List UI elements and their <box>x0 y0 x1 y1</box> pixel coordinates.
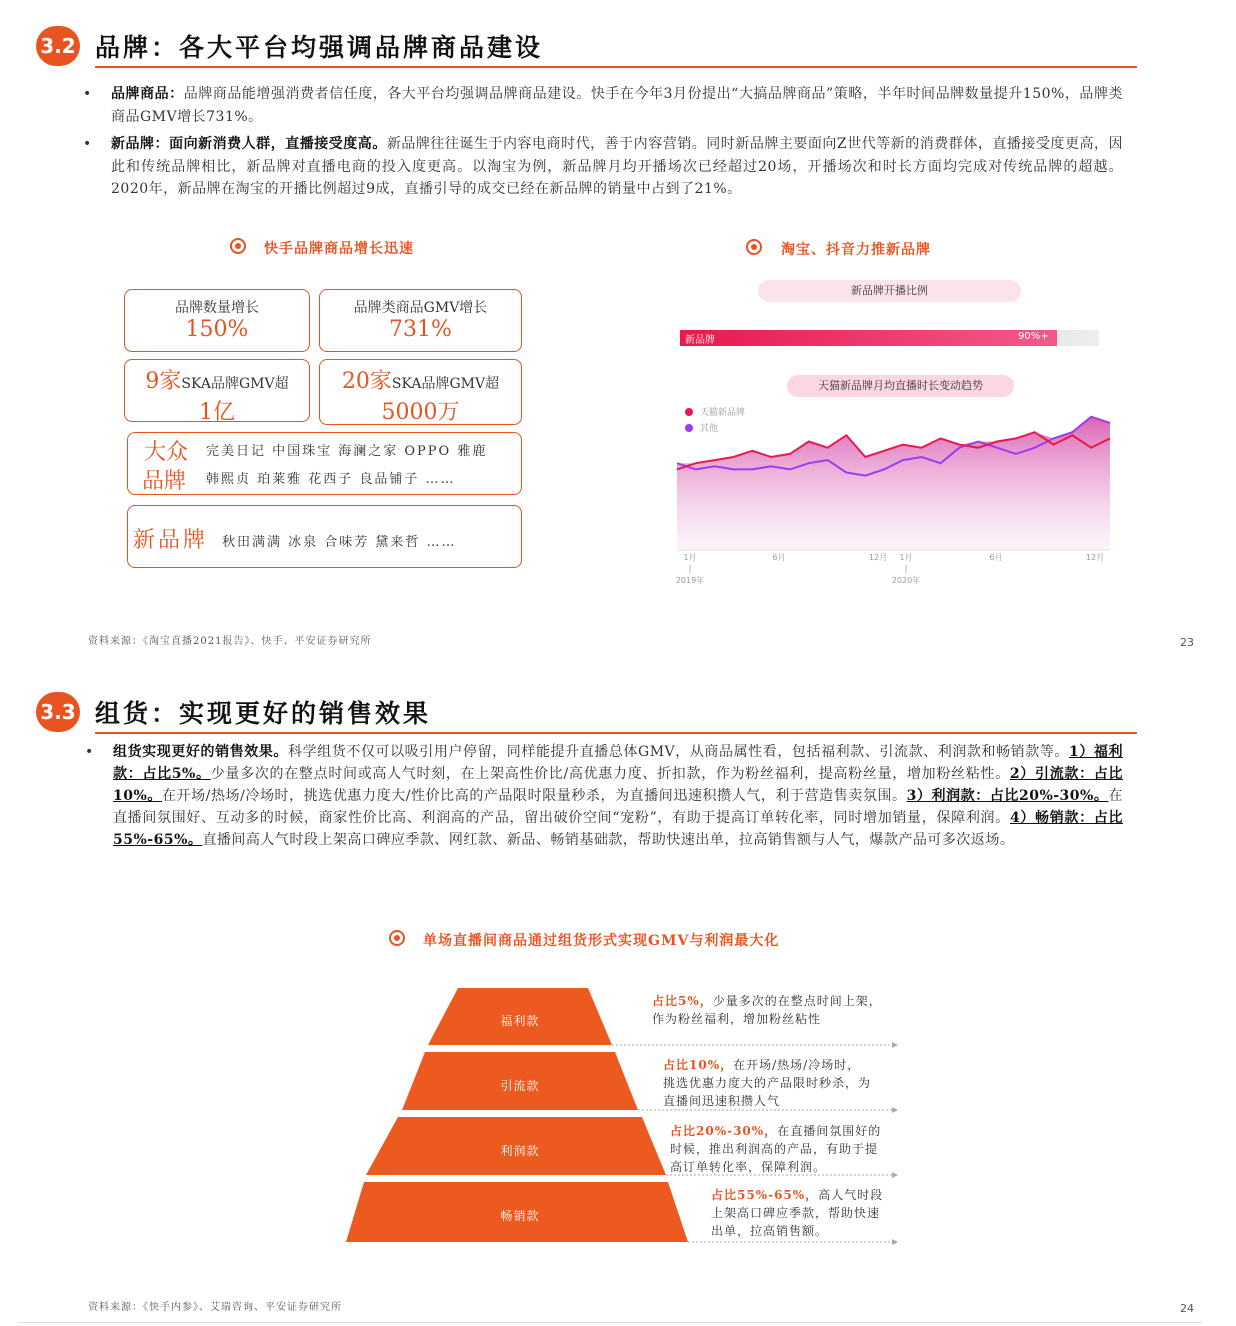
pyramid-note-2 <box>663 1056 873 1110</box>
title-divider <box>95 732 1137 734</box>
para-text: 在开场/热场/冷场时，挑选优惠力度大/性价比高的产品限时限量秒杀，为直播间迅速积攒人气，利于营造售卖氛围。 <box>161 788 907 804</box>
stat-count: 9家 <box>145 369 182 394</box>
arrow-right-icon <box>892 1042 898 1048</box>
bullet-dot-icon: • <box>83 136 92 152</box>
note-text: 少量多次的在整点时间上架，作为粉丝福利，增加粉丝粘性 <box>652 994 882 1026</box>
pyramid-note-3 <box>670 1122 886 1176</box>
para-text: 在直播间氛围好、互动多的时候，商家性价比高、利润高的产品，留出破价空间“宠粉”，有助于提高订单转化率，同时增加销量，保障利润。 <box>113 788 1123 826</box>
target-icon <box>746 239 762 255</box>
stat-box-ska-1yi <box>124 359 310 425</box>
stat-label-row <box>125 364 309 395</box>
note-text: 高人气时段上架高口碑应季款，帮助快速出单，拉高销售额。 <box>711 1188 884 1238</box>
x-tick-label: 6月 <box>772 553 786 562</box>
trend-area-chart <box>670 395 1120 595</box>
mass-brands-row-1: 完美日记 中国珠宝 海澜之家 OPPO 雅鹿 <box>206 444 488 459</box>
target-icon <box>230 238 246 254</box>
ratio-bar-value: 90%+ <box>1018 331 1049 342</box>
para-text: 科学组货不仅可以吸引用户停留，同样能提升直播总体GMV，从商品属性看，包括福利款、引流款、利润款和畅销款等。 <box>288 744 1069 760</box>
stat-box-brand-count <box>124 289 310 352</box>
mass-brands-box <box>127 432 522 495</box>
source-note: 资料来源：《淘宝直播2021报告》、快手、平安证券研究所 <box>88 636 372 647</box>
trend-area-fill <box>677 417 1110 550</box>
new-brands-box <box>127 505 522 568</box>
arrow-right-icon <box>892 1107 898 1113</box>
para-lead: 组货实现更好的销售效果。 <box>113 744 289 760</box>
arrow-right-icon <box>892 1172 898 1178</box>
bullet-lead: 新品牌：面向新消费人群，直播接受度高。 <box>111 136 387 152</box>
bullet-assortment <box>85 741 1123 851</box>
para-highlight: 1）福利款：占比5%。 <box>113 744 1123 782</box>
x-tick-label: 12月 <box>1085 553 1105 562</box>
new-brands-row: 秋田满满 冰泉 合味芳 黛来哲 …… <box>222 535 457 550</box>
pyramid-label-1: 福利款 <box>500 1014 540 1028</box>
source-note: 资料来源：《快手内参》、艾瑞咨询、平安证券研究所 <box>88 1302 342 1313</box>
ratio-bar-label: 新品牌 <box>685 335 715 346</box>
left-chart-title: 快手品牌商品增长迅速 <box>264 241 414 257</box>
x-tick-label: 6月 <box>989 553 1003 562</box>
x-tick-label: 12月 <box>868 553 888 562</box>
bottom-divider <box>18 1322 1202 1323</box>
stat-label: 品牌数量增长 <box>175 300 259 316</box>
pyramid-label-3: 利润款 <box>500 1144 540 1158</box>
ratio-bar-track <box>680 330 1099 346</box>
new-brands-label: 新品牌 <box>133 528 209 553</box>
bullet-brand-goods <box>83 83 1123 128</box>
section-badge: 3.3 <box>36 692 80 732</box>
target-icon <box>389 930 405 946</box>
right-chart-title: 淘宝、抖音力推新品牌 <box>781 242 931 258</box>
legend-label-other: 其他 <box>700 424 719 434</box>
section-badge: 3.2 <box>36 26 80 66</box>
note-text: 在开场/热场/冷场时，挑选优惠力度大的产品限时秒杀，为直播间迅速积攒人气 <box>663 1058 872 1108</box>
mass-brands-label-bottom: 品牌 <box>142 469 187 494</box>
trend-pill: 天猫新品牌月均直播时长变动趋势 <box>787 375 1014 397</box>
stat-value: 1亿 <box>199 400 235 425</box>
mass-brands-row-2: 韩熙贞 珀莱雅 花西子 良品铺子 …… <box>206 472 456 487</box>
x-tick-label: 1月 <box>899 553 913 562</box>
ratio-bar-fill <box>680 330 1057 346</box>
note-share: 占比20%-30%， <box>670 1124 778 1138</box>
note-text: 在直播间氛围好的时候，推出利润高的产品，有助于提高订单转化率，保障利润。 <box>670 1124 882 1174</box>
bullet-dot-icon: • <box>85 744 94 760</box>
page-title: 组货：实现更好的销售效果 <box>95 699 432 728</box>
bullet-lead: 品牌商品： <box>111 86 184 102</box>
bullet-new-brand <box>83 133 1124 201</box>
mass-brands-label-top: 大众 <box>144 440 189 465</box>
stat-count: 20家 <box>341 369 392 394</box>
stat-box-ska-5000wan <box>319 359 522 425</box>
note-share: 占比55%-65%， <box>711 1188 819 1202</box>
stat-box-gmv-growth <box>319 289 522 352</box>
pyramid-label-2: 引流款 <box>500 1079 540 1093</box>
page-number: 24 <box>1180 1302 1194 1315</box>
stat-label: 品牌类商品GMV增长 <box>353 300 488 316</box>
stat-label: SKA品牌GMV超 <box>391 376 500 392</box>
ratio-pill: 新品牌开播比例 <box>758 280 1021 302</box>
page-number: 23 <box>1180 636 1194 649</box>
note-share: 占比10%， <box>663 1058 734 1072</box>
para-highlight: 4）畅销款：占比55%-65%。 <box>113 810 1123 848</box>
stat-value: 731% <box>389 317 452 342</box>
page-title: 品牌：各大平台均强调品牌商品建设 <box>95 33 544 62</box>
para-highlight: 2）引流款：占比10%。 <box>113 766 1123 804</box>
x-tick-label: 1月 <box>683 553 697 562</box>
arrow-right-icon <box>892 1239 898 1245</box>
note-share: 占比5%， <box>652 994 713 1008</box>
stat-label-row <box>320 364 521 395</box>
pyramid-label-4: 畅销款 <box>500 1209 540 1223</box>
para-text: 直播间高人气时段上架高口碑应季款、网红款、新品、畅销基础款，帮助快速出单，拉高销售额与人气，爆款产品可多次返场。 <box>202 832 1015 848</box>
pyramid-note-4 <box>711 1186 887 1240</box>
stat-label: SKA品牌GMV超 <box>181 376 289 392</box>
para-text: 少量多次的在整点时间或高人气时刻，在上架高性价比/高优惠力度、折扣款，作为粉丝福利，提高粉丝量，增加粉丝粘性。 <box>210 766 1010 782</box>
bullet-dot-icon: • <box>83 86 92 102</box>
pyramid-note-1 <box>652 992 882 1028</box>
pyramid-chart-title: 单场直播间商品通过组货形式实现GMV与利润最大化 <box>423 933 780 949</box>
title-divider <box>95 66 1137 68</box>
para-highlight: 3）利润款：占比20%-30%。 <box>906 788 1109 804</box>
stat-value: 5000万 <box>381 400 460 425</box>
bullet-text: 新品牌往往诞生于内容电商时代，善于内容营销。同时新品牌主要面向Z世代等新的消费群体，直播接受度更高，因此和传统品牌相比，新品牌对直播电商的投入度更高。以淘宝为例，新品牌月均开播场次已经超过20场，开播场次和时长方面均完成对传统品牌的超越。2020年，新品牌在淘宝的开播比例超过9成，直播引导的成交已经在新品牌的销量中占到了21%。 <box>111 136 1124 197</box>
bullet-text: 品牌商品能增强消费者信任度，各大平台均强调品牌商品建设。快手在今年3月份提出“大搞品牌商品”策略，半年时间品牌数量提升150%，品牌类商品GMV增长731%。 <box>111 86 1123 125</box>
legend-label-new-brand: 天猫新品牌 <box>700 408 746 418</box>
year-label: 2020年 <box>891 576 921 585</box>
year-label: 2019年 <box>675 576 705 585</box>
stat-value: 150% <box>185 317 249 342</box>
